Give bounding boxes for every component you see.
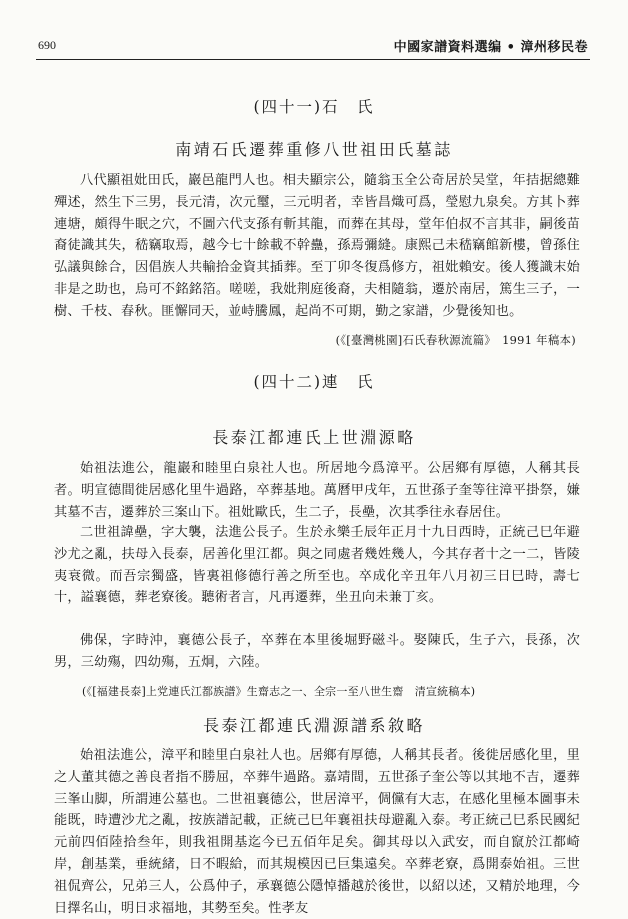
body-paragraph-42-1: 始祖法進公，龍巖和睦里白泉社人也。所居地今爲漳平。公居鄉有厚德，人稱其長者。明宣德間徙居感化里牛過路，卒葬基地。萬曆甲戌年，五世孫子奎等往漳平掛祭，嫌其墓不吉，遷葬於三案山下。祖妣歐氏，生二子，長壘，次其季往永春居住。 [54,461,580,520]
section-subtitle-42a: 長泰江都連氏上世淵源略 [212,428,416,447]
running-header-title: 中國家譜資料選编 • 漳州移民卷 [393,40,588,55]
body-paragraph-42-2: 二世祖諱壘，字大襲，法進公長子。生於永樂壬辰年正月十九日西時，正統己巳年避沙尤之亂，扶母入長泰，居善化里江都。與之同處者幾姓幾人，今其存者十之一二，皆陵夷衰微。而吾宗獨盛，皆裏祖修德行善之所至也。卒成化辛丑年八月初三日巳時，壽七十，謚襄德，葬老寮後。聽術者言，凡再遷葬，坐丑向未兼丁亥。 [54,525,580,606]
header-rule [36,59,590,60]
page-number: 690 [38,38,56,52]
body-paragraph-41: 八代顯祖妣田氏，巖邑龍門人也。相夫顯宗公，隨翁玉全公奇居於吴堂，年拮据總難殫述，然生下三男，長元清，次元璽，三元明者，幸皆昌熾可爲，瑩慰九泉矣。方其卜葬連塘，頗得牛眠之穴，不圖六代支孫有斬其龍，而葬在其母，堂年伯叔不言其非，嗣後苗裔徒識其失，嵇竊取焉，越今七十餘載不幹蠱，孫焉彌縫。康熙己未嵇竊館新樓，曾孫住弘議與餘合，因倡族人共輸拾金資其插葬。至丁卯冬復爲修方，祖妣賴安。後人獲識末始非是之助也，烏可不銘銘箔。嗟嗟，我妣荆庭後裔，夫相隨翁，遷於南居，篤生三子，一樹、千枝、春秋。匪懈同天，並峙騰鳳，起尚不可期，勤之家譜，少覺後知也。 [54,173,580,319]
section-heading-41: (四十一)石 氏 [253,98,375,116]
source-citation-42: (《[福建長泰]上党連氏江都族譜》生齋志之一、全宗一至八世生齋 清宣統稿本) [82,685,476,698]
body-paragraph-42-3: 佛保，字時沖，襄德公長子，卒葬在本里後堀野磁斗。娶陳氏，生子六，長孫，次男，三幼殤，四幼殤，五炯，六陸。 [54,633,580,670]
source-citation-41: (《[臺灣桃園]石氏春秋源流篇》 1991 年稿本) [335,333,576,347]
section-subtitle-41: 南靖石氏遷葬重修八世祖田氏墓誌 [175,140,453,159]
section-subtitle-42b: 長泰江都連氏淵源譜系敘略 [202,716,425,735]
section-heading-42: (四十二)連 氏 [253,373,375,391]
body-paragraph-42-4: 始祖法進公，漳平和睦里白泉社人也。居鄉有厚德，人稱其長者。後徙居感化里，里之人董其德之善良者指不勝屈，卒葬牛過路。嘉靖間，五世孫子奎公等以其地不吉，遷葬三峯山脚，所謂連公墓也。二世祖襄德公，世居漳平，倜儻有大志，在感化里極本圖事未能既，時遭沙尤之亂，按族譜記載，正統己巳年襄祖扶母避亂入泰。考正統己巳系民國紀元前四佰陸拾叁年，則我祖開基迄今已五佰年足矣。御其母以入武安，而自竄於江都崎岸，創基業，垂統緒，日不暇給，而其規模因已巨集遠矣。卒葬老寮，爲開泰始祖。三世祖侃齊公，兄弟三人，公爲仲子，承襄德公隱悼播越於後世，以紹以述，又精於地理，今日擇名山，明日求福地，其勢至矣。性孝友 [54,748,580,916]
